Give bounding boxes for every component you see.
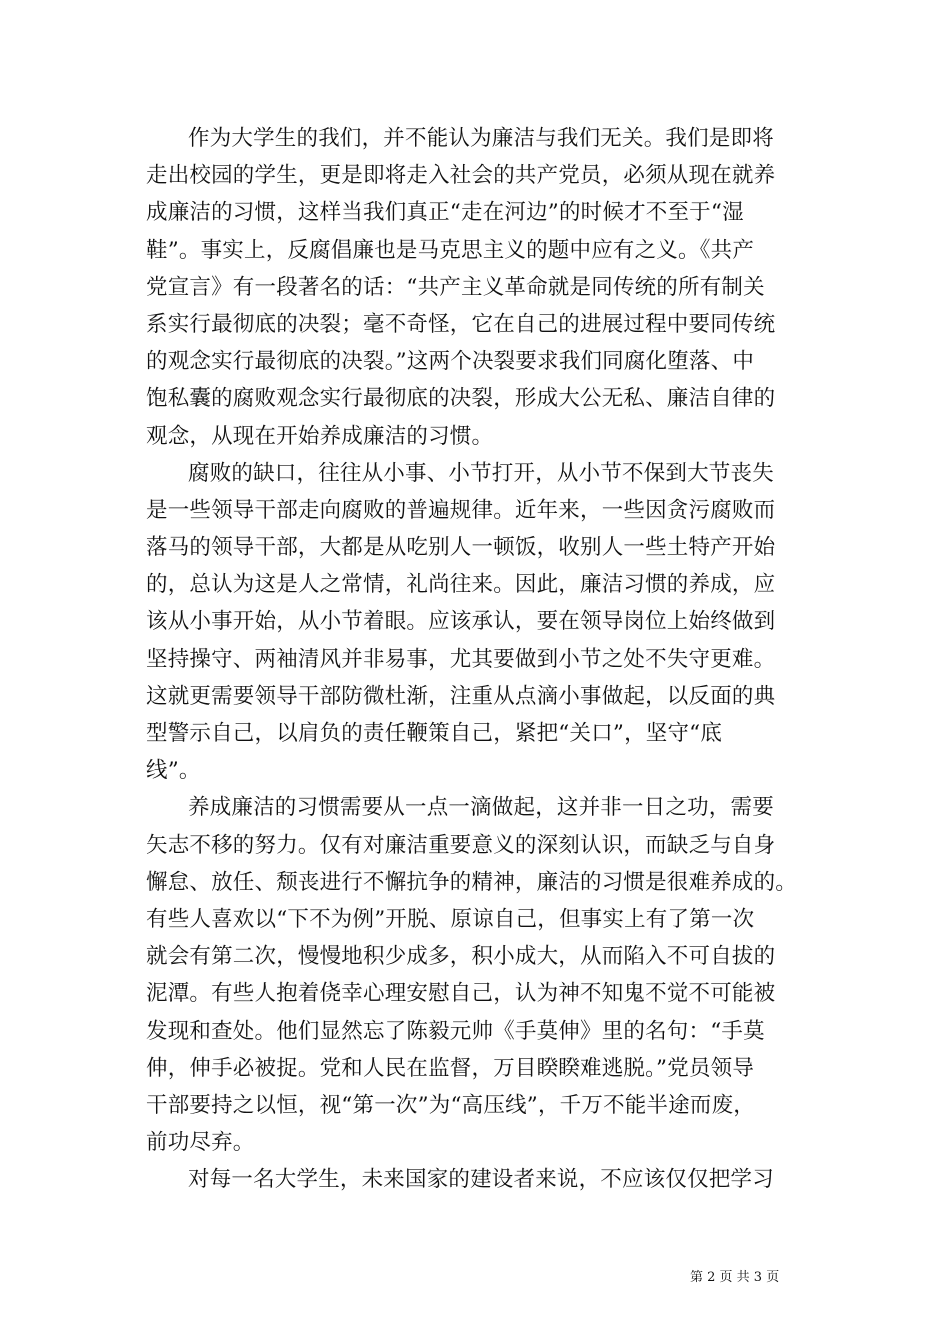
text-line: 伸，伸手必被捉。党和人民在监督，万目睽睽难逃脱。”党员领导 (146, 1055, 755, 1081)
paragraph-2 (146, 455, 806, 790)
text-line: 腐败的缺口，往往从小事、小节打开，从小节不保到大节丧失 (188, 460, 774, 486)
text-line: 养成廉洁的习惯需要从一点一滴做起，这并非一日之功，需要 (188, 795, 774, 821)
text-line: 干部要持之以恒，视“第一次”为“高压线”，千万不能半途而废， (146, 1092, 755, 1118)
paragraph-3 (146, 789, 806, 1161)
text-line: 鞋”。事实上，反腐倡廉也是马克思主义的题中应有之义。《共产 (146, 237, 755, 263)
text-line: 是一些领导干部走向腐败的普遍规律。近年来，一些因贪污腐败而 (146, 497, 776, 523)
text-line: 懈怠、放任、颓丧进行不懈抗争的精神，廉洁的习惯是很难养成的。 (146, 869, 798, 895)
text-line: 发现和查处。他们显然忘了陈毅元帅《手莫伸》里的名句：“手莫 (146, 1018, 765, 1044)
text-line: 坚持操守、两袖清风并非易事，尤其要做到小节之处不失守更难。 (146, 646, 776, 672)
text-line: 落马的领导干部，大都是从吃别人一顿饭，收别人一些土特产开始 (146, 535, 776, 561)
document-body (146, 120, 806, 1198)
text-line: 饱私囊的腐败观念实行最彻底的决裂，形成大公无私、廉洁自律的 (146, 386, 776, 412)
text-line: 就会有第二次，慢慢地积少成多，积小成大，从而陷入不可自拔的 (146, 944, 776, 970)
text-line: 泥潭。有些人抱着侥幸心理安慰自己，认为神不知鬼不觉不可能被 (146, 981, 776, 1007)
text-line: 作为大学生的我们，并不能认为廉洁与我们无关。我们是即将 (188, 126, 774, 151)
text-line: 观念，从现在开始养成廉洁的习惯。 (146, 423, 494, 449)
text-line: 走出校园的学生，更是即将走入社会的共产党员，必须从现在就养 (146, 163, 776, 189)
text-line: 的，总认为这是人之常情，礼尚往来。因此，廉洁习惯的养成，应 (146, 572, 776, 598)
text-line: 该从小事开始，从小节着眼。应该承认，要在领导岗位上始终做到 (146, 609, 776, 635)
text-line: 型警示自己，以肩负的责任鞭策自己，紧把“关口”，坚守“底 (146, 721, 723, 746)
text-line: 的观念实行最彻底的决裂。”这两个决裂要求我们同腐化堕落、中 (146, 349, 755, 375)
page-number-footer: 第 2 页 共 3 页 (690, 1270, 780, 1285)
paragraph-1 (146, 120, 806, 455)
text-line: 矢志不移的努力。仅有对廉洁重要意义的深刻认识，而缺乏与自身 (146, 832, 776, 858)
text-line: 前功尽弃。 (146, 1130, 255, 1156)
paragraph-4 (146, 1161, 806, 1198)
text-line: 成廉洁的习惯，这样当我们真正“走在河边”的时候才不至于“湿 (146, 200, 744, 226)
text-line: 有些人喜欢以“下不为例”开脱、原谅自己，但事实上有了第一次 (146, 906, 755, 932)
text-line: 对每一名大学生，未来国家的建设者来说，不应该仅仅把学习 (188, 1167, 774, 1193)
text-line: 线”。 (146, 758, 201, 784)
text-line: 党宣言》有一段著名的话：“共产主义革命就是同传统的所有制关 (146, 274, 765, 300)
text-line: 这就更需要领导干部防微杜渐，注重从点滴小事做起，以反面的典 (146, 683, 776, 709)
text-line: 系实行最彻底的决裂；毫不奇怪，它在自己的进展过程中要同传统 (146, 311, 776, 337)
